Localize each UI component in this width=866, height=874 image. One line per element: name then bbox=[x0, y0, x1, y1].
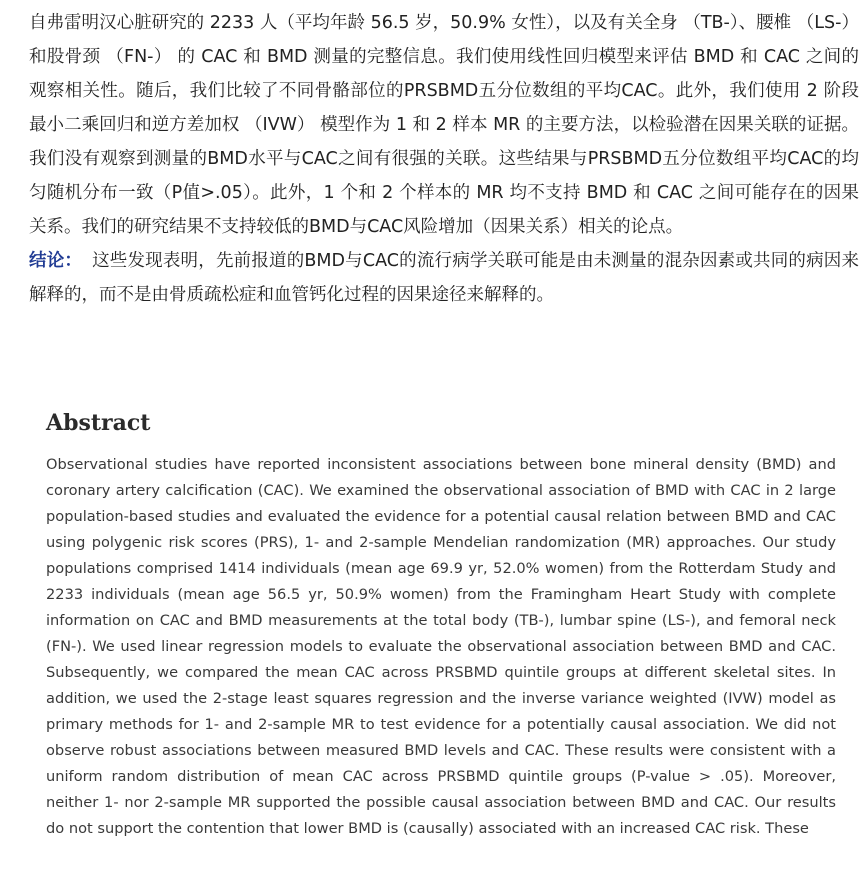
chinese-conclusion-paragraph bbox=[29, 244, 859, 312]
abstract-section bbox=[46, 404, 836, 842]
abstract-heading: Abstract bbox=[46, 410, 151, 436]
abstract-body: Observational studies have reported inconsistent associations between bone mineral density (BMD) and coronary artery calcification (CAC). We examined the observational association of BMD with CAC in 2 large population-based studies and evaluated the evidence for a potential causal relation between BMD and CAC using polygenic risk scores (PRS), 1- and 2-sample Mendelian randomization (MR) approaches. Our study populations comprised 1414 individuals (mean age 69.9 yr, 52.0% women) from the Rotterdam Study and 2233 individuals (mean age 56.5 yr, 50.9% women) from the Framingham Heart Study with complete information on CAC and BMD measurements at the total body (TB-), lumbar spine (LS-), and femoral neck (FN-). We used linear regression models to evaluate the observational association between BMD and CAC. Subsequently, we compared the mean CAC across PRSBMD quintile groups at different skeletal sites. In addition, we used the 2-stage least squares regression and the inverse variance weighted (IVW) model as primary methods for 1- and 2-sample MR to test evidence for a potentially causal association. We did not observe robust associations between measured BMD levels and CAC. These results were consistent with a uniform random distribution of mean CAC across PRSBMD quintile groups (P-value > .05). Moreover, neither 1- nor 2-sample MR supported the possible causal association between BMD and CAC. Our results do not support the contention that lower BMD is (causally) associated with an increased CAC risk. These bbox=[46, 456, 836, 837]
chinese-summary bbox=[29, 6, 859, 312]
conclusion-label: 结论： bbox=[29, 251, 83, 271]
chinese-results-paragraph: 自弗雷明汉心脏研究的 2233 人（平均年龄 56.5 岁，50.9% 女性），以及有关全身 （TB-）、腰椎 （LS-） 和股骨颈 （FN-） 的 CAC 和 BMD 测量的完整信息。我们使用线性回归模型来评估 BMD 和 CAC 之间的观察相关性。随后，我们比较了不同骨骼部位的PRSBMD五分位数组的平均CAC。此外，我们使用 2 阶段最小二乘回归和逆方差加权 （IVW） 模型作为 1 和 2 样本 MR 的主要方法，以检验潜在因果关联的证据。我们没有观察到测量的BMD水平与CAC之间有很强的关联。这些结果与PRSBMD五分位数组平均CAC的均匀随机分布一致（P值>.05）。此外，1 个和 2 个样本的 MR 均不支持 BMD 和 CAC 之间可能存在的因果关系。我们的研究结果不支持较低的BMD与CAC风险增加（因果关系）相关的论点。 bbox=[29, 13, 859, 237]
conclusion-text: 这些发现表明，先前报道的BMD与CAC的流行病学关联可能是由未测量的混杂因素或共同的病因来解释的，而不是由骨质疏松症和血管钙化过程的因果途径来解释的。 bbox=[29, 251, 860, 305]
